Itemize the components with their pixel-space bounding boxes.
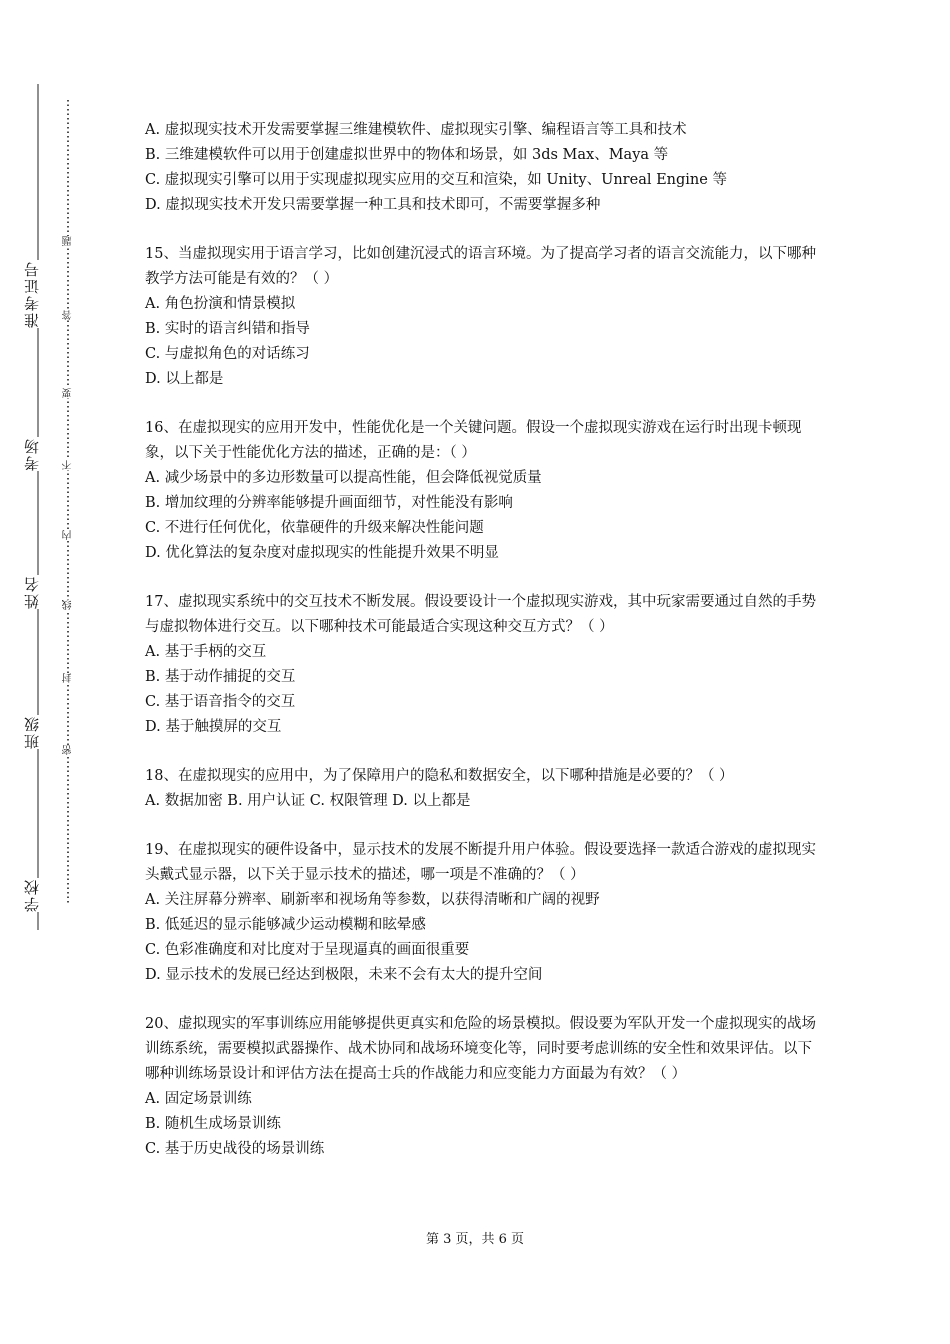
option-b: B. 三维建模软件可以用于创建虚拟世界中的物体和场景，如 3ds Max、Maya 等 <box>145 147 669 163</box>
question-stem: 15、当虚拟现实用于语言学习，比如创建沉浸式的语言环境。为了提高学习者的语言交流能力，以下哪种教学方法可能是有效的？（ ） <box>145 246 816 287</box>
question-list <box>145 118 825 1186</box>
question-stem: 20、虚拟现实的军事训练应用能够提供更真实和危险的场景模拟。假设要为军队开发一个虚拟现实的战场训练系统，需要模拟武器操作、战术协同和战场环境变化等，同时要考虑训练的安全性和效果评估。以下哪种训练场景设计和评估方法在提高士兵的作战能力和应变能力方面最为有效？（ ） <box>145 1016 816 1082</box>
option-a: A. 固定场景训练 <box>145 1091 252 1107</box>
question-20 <box>145 1012 825 1162</box>
option-b: B. 基于动作捕捉的交互 <box>145 669 296 685</box>
option-b: B. 随机生成场景训练 <box>145 1116 281 1132</box>
question-stem: 19、在虚拟现实的硬件设备中，显示技术的发展不断提升用户体验。假设要选择一款适合游戏的虚拟现实头戴式显示器，以下关于显示技术的描述，哪一项是不准确的？（ ） <box>145 842 816 883</box>
label-class: 班级 <box>23 715 41 749</box>
option-d: D. 优化算法的复杂度对虚拟现实的性能提升效果不明显 <box>145 545 499 561</box>
option-d: D. 基于触摸屏的交互 <box>145 719 282 735</box>
question-stem: 17、虚拟现实系统中的交互技术不断发展。假设要设计一个虚拟现实游戏，其中玩家需要通过自然的手势与虚拟物体进行交互。以下哪种技术可能最适合实现这种交互方式？（ ） <box>145 594 816 635</box>
option-a: A. 减少场景中的多边形数量可以提高性能，但会降低视觉质量 <box>145 470 542 486</box>
question-16 <box>145 416 825 566</box>
option-b: B. 实时的语言纠错和指导 <box>145 321 310 337</box>
question-17 <box>145 590 825 740</box>
option-d: D. 虚拟现实技术开发只需要掌握一种工具和技术即可，不需要掌握多种 <box>145 197 601 213</box>
option-c: C. 基于历史战役的场景训练 <box>145 1141 325 1157</box>
option-a: A. 虚拟现实技术开发需要掌握三维建模软件、虚拟现实引擎、编程语言等工具和技术 <box>145 122 687 138</box>
option-d: D. 以上都是 <box>145 371 224 387</box>
label-name: 姓名 <box>23 575 41 609</box>
question-19 <box>145 838 825 988</box>
option-b: B. 增加纹理的分辨率能够提升画面细节，对性能没有影响 <box>145 495 513 511</box>
label-exam-room: 考场 <box>23 437 41 471</box>
option-c: C. 基于语音指令的交互 <box>145 694 296 710</box>
seal-char-da: 答 <box>63 310 74 320</box>
option-b: B. 低延迟的显示能够减少运动模糊和眩晕感 <box>145 917 426 933</box>
option-a: A. 角色扮演和情景模拟 <box>145 296 296 312</box>
options-inline: A. 数据加密 B. 用户认证 C. 权限管理 D. 以上都是 <box>145 793 471 809</box>
binding-strip <box>0 0 90 1344</box>
option-c: C. 不进行任何优化，依靠硬件的升级来解决性能问题 <box>145 520 484 536</box>
seal-char-yao: 要 <box>63 388 74 398</box>
question-stem: 18、在虚拟现实的应用中，为了保障用户的隐私和数据安全，以下哪种措施是必要的？（ ） <box>145 768 734 784</box>
question-14-continued <box>145 118 825 218</box>
option-a: A. 关注屏幕分辨率、刷新率和视场角等参数，以获得清晰和广阔的视野 <box>145 892 600 908</box>
seal-char-mi: 密 <box>63 745 74 755</box>
seal-char-xian: 线 <box>63 600 74 610</box>
seal-char-feng: 封 <box>63 673 74 683</box>
seal-char-ti: 题 <box>63 236 74 246</box>
question-stem: 16、在虚拟现实的应用开发中，性能优化是一个关键问题。假设一个虚拟现实游戏在运行时出现卡顿现象，以下关于性能优化方法的描述，正确的是：（ ） <box>145 420 802 461</box>
question-15 <box>145 242 825 392</box>
seal-char-nei: 内 <box>63 530 74 540</box>
seal-char-bu: 不 <box>63 460 74 470</box>
option-c: C. 虚拟现实引擎可以用于实现虚拟现实应用的交互和渲染，如 Unity、Unreal Engine 等 <box>145 172 727 188</box>
option-c: C. 与虚拟角色的对话练习 <box>145 346 310 362</box>
option-c: C. 色彩准确度和对比度对于呈现逼真的画面很重要 <box>145 942 470 958</box>
label-exam-number: 准考证号 <box>23 260 41 328</box>
option-a: A. 基于手柄的交互 <box>145 644 267 660</box>
page-number: 第 3 页，共 6 页 <box>425 1232 525 1247</box>
question-18 <box>145 764 825 814</box>
option-d: D. 显示技术的发展已经达到极限，未来不会有太大的提升空间 <box>145 967 543 983</box>
label-school: 学校 <box>23 878 41 912</box>
